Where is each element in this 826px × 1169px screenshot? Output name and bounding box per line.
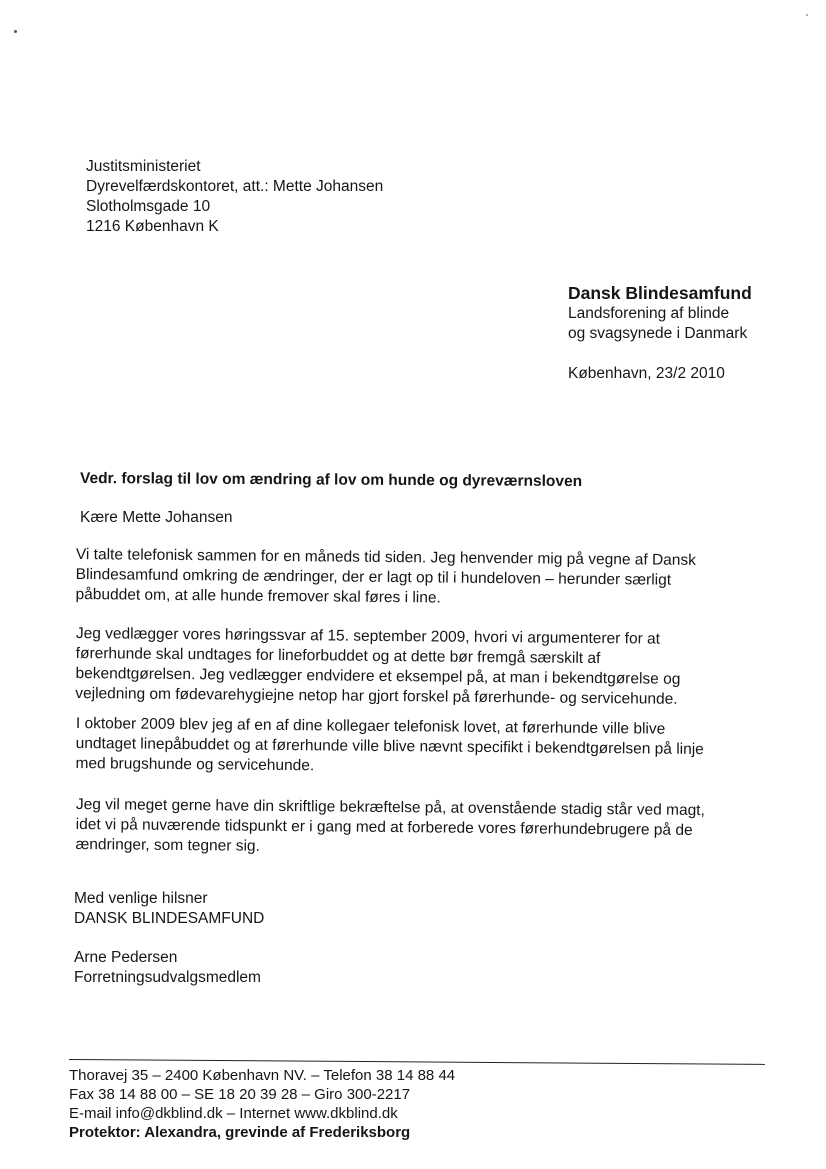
signer-title: Forretningsudvalgsmedlem — [74, 969, 261, 986]
footer-line: Thoravej 35 – 2400 København NV. – Telefon 38 14 88 44 — [69, 1067, 456, 1084]
footer — [69, 1066, 455, 1142]
paragraph — [75, 795, 766, 862]
paragraph-line: påbuddet om, at alle hunde fremover skal føres i line. — [75, 585, 441, 607]
paragraph — [75, 624, 766, 711]
signer — [74, 948, 261, 988]
recipient-line: Slotholmsgade 10 — [86, 198, 211, 215]
salutation: Kære Mette Johansen — [80, 509, 233, 526]
footer-patron: Protektor: Alexandra, grevinde af Frederiksborg — [69, 1124, 411, 1141]
paragraph — [75, 545, 766, 612]
footer-line: Fax 38 14 88 00 – SE 18 20 39 28 – Giro 300-2217 — [69, 1086, 411, 1103]
scan-speck — [806, 14, 808, 16]
paragraph-line: Blindesamfund omkring de ændringer, der er lagt op til i hundeloven – herunder særligt — [75, 565, 672, 589]
paragraph-line: idet vi på nuværende tidspunkt er i gang med at forberede vores førerhundebrugere på de — [75, 815, 693, 839]
paragraph-line: undtaget linepåbuddet og at førerhunde ville blive nævnt specifikt i bekendtgørelsen på linje — [75, 734, 704, 759]
paragraph-line: førerhunde skal undtages for lineforbuddet og at dette bør fremgå særskilt af — [75, 644, 601, 668]
paragraph-line: Vi talte telefonisk sammen for en måneds tid siden. Jeg henvender mig på vegne af Dansk — [75, 545, 697, 569]
recipient-address — [86, 157, 383, 237]
paragraph-line: vejledning om fødevarehygiejne netop har gjort forskel på førerhunde- og servicehunde. — [75, 684, 678, 708]
sender-line: og svagsynede i Danmark — [568, 325, 748, 342]
recipient-line: Dyrevelfærdskontoret, att.: Mette Johansen — [86, 178, 384, 195]
scan-speck — [14, 30, 17, 33]
footer-divider — [69, 1059, 765, 1065]
paragraph-line: Jeg vil meget gerne have din skriftlige bekræftelse på, at ovenstående stadig står ved magt, — [75, 795, 705, 820]
footer-line: E-mail info@dkblind.dk – Internet www.dkblind.dk — [69, 1105, 398, 1122]
paragraph — [75, 714, 766, 781]
paragraph-line: med brugshunde og servicehunde. — [75, 754, 315, 775]
closing-greeting: Med venlige hilsner — [74, 890, 208, 907]
paragraph-line: bekendtgørelsen. Jeg vedlægger endvidere et eksempel på, at man i bekendtgørelse og — [75, 664, 681, 688]
closing-org: DANSK BLINDESAMFUND — [74, 910, 265, 927]
sender-block — [568, 282, 752, 384]
subject-line: Vedr. forslag til lov om ændring af lov om hunde og dyreværnsloven — [79, 470, 583, 491]
letter-date: København, 23/2 2010 — [568, 365, 725, 382]
signer-name: Arne Pedersen — [74, 949, 178, 966]
closing — [74, 889, 264, 929]
sender-line: Landsforening af blinde — [568, 305, 730, 322]
recipient-line: Justitsministeriet — [86, 158, 201, 175]
sender-org-name: Dansk Blindesamfund — [568, 283, 752, 303]
recipient-line: 1216 København K — [86, 218, 219, 235]
paragraph-line: I oktober 2009 blev jeg af en af dine kollegaer telefonisk lovet, at førerhunde ville blive — [75, 714, 666, 738]
paragraph-line: ændringer, som tegner sig. — [75, 835, 260, 855]
paragraph-line: Jeg vedlægger vores høringssvar af 15. september 2009, hvori vi argumenterer for at — [75, 624, 661, 648]
